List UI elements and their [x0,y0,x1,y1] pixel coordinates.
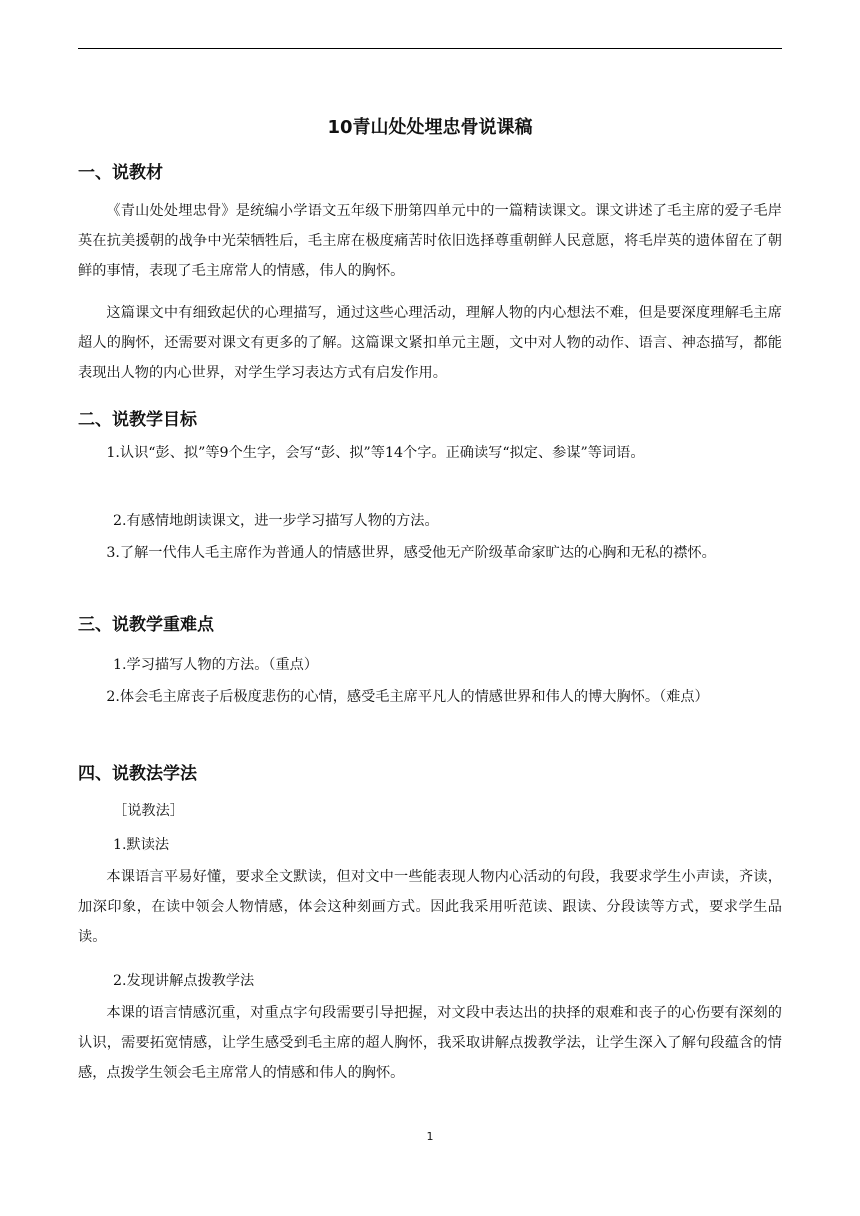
paragraph: 本课的语言情感沉重，对重点字句段需要引导把握，对文段中表达出的抉择的艰难和丧子的心伤要有深刻的认识，需要拓宽情感，让学生感受到毛主席的超人胸怀，我采取讲解点拨教学法，让学生深入了解句段蕴含的情感，点拨学生领会毛主席常人的情感和伟人的胸怀。 [78,1005,782,1081]
paragraph: 2.有感情地朗读课文，进一步学习描写人物的方法。 [113,513,439,529]
section-heading-textbook: 一、说教材 [78,163,163,183]
page-number: 1 [426,1130,434,1143]
paragraph: 《青山处处埋忠骨》是统编小学语文五年级下册第四单元中的一篇精读课文。课文讲述了毛主席的爱子毛岸英在抗美援朝的战争中光荣牺牲后，毛主席在极度痛苦时依旧选择尊重朝鲜人民意愿，将毛岸英的遗体留在了朝鲜的事情，表现了毛主席常人的情感，伟人的胸怀。 [78,203,782,279]
paragraph: 这篇课文中有细致起伏的心理描写，通过这些心理活动，理解人物的内心想法不难，但是要深度理解毛主席超人的胸怀，还需要对课文有更多的了解。这篇课文紧扣单元主题，文中对人物的动作、语言、神态描写，都能表现出人物的内心世界，对学生学习表达方式有启发作用。 [78,305,782,381]
paragraph: 2.体会毛主席丧子后极度悲伤的心情，感受毛主席平凡人的情感世界和伟人的博大胸怀。（难点） [106,689,709,705]
header-rule [78,48,782,49]
section-heading-key-points: 三、说教学重难点 [78,615,214,635]
list-item: 2.发现讲解点拨教学法 [113,973,255,989]
paragraph: 1.学习描写人物的方法。（重点） [113,657,319,673]
subheading: ［说教法］ [113,803,184,819]
document-title: 10青山处处埋忠骨说课稿 [327,117,533,138]
section-heading-objectives: 二、说教学目标 [78,410,197,430]
paragraph: 1.认识“彭、拟”等9个生字，会写“彭、拟”等14个字。正确读写“拟定、参谋”等词语。 [106,445,645,461]
section-heading-methods: 四、说教法学法 [78,764,197,784]
paragraph: 3.了解一代伟人毛主席作为普通人的情感世界，感受他无产阶级革命家旷达的心胸和无私的襟怀。 [106,545,716,561]
paragraph: 本课语言平易好懂，要求全文默读，但对文中一些能表现人物内心活动的句段，我要求学生小声读，齐读，加深印象，在读中领会人物情感，体会这种刻画方式。因此我采用听范读、跟读、分段读等方式，要求学生品读。 [78,869,782,945]
list-item: 1.默读法 [113,837,170,853]
